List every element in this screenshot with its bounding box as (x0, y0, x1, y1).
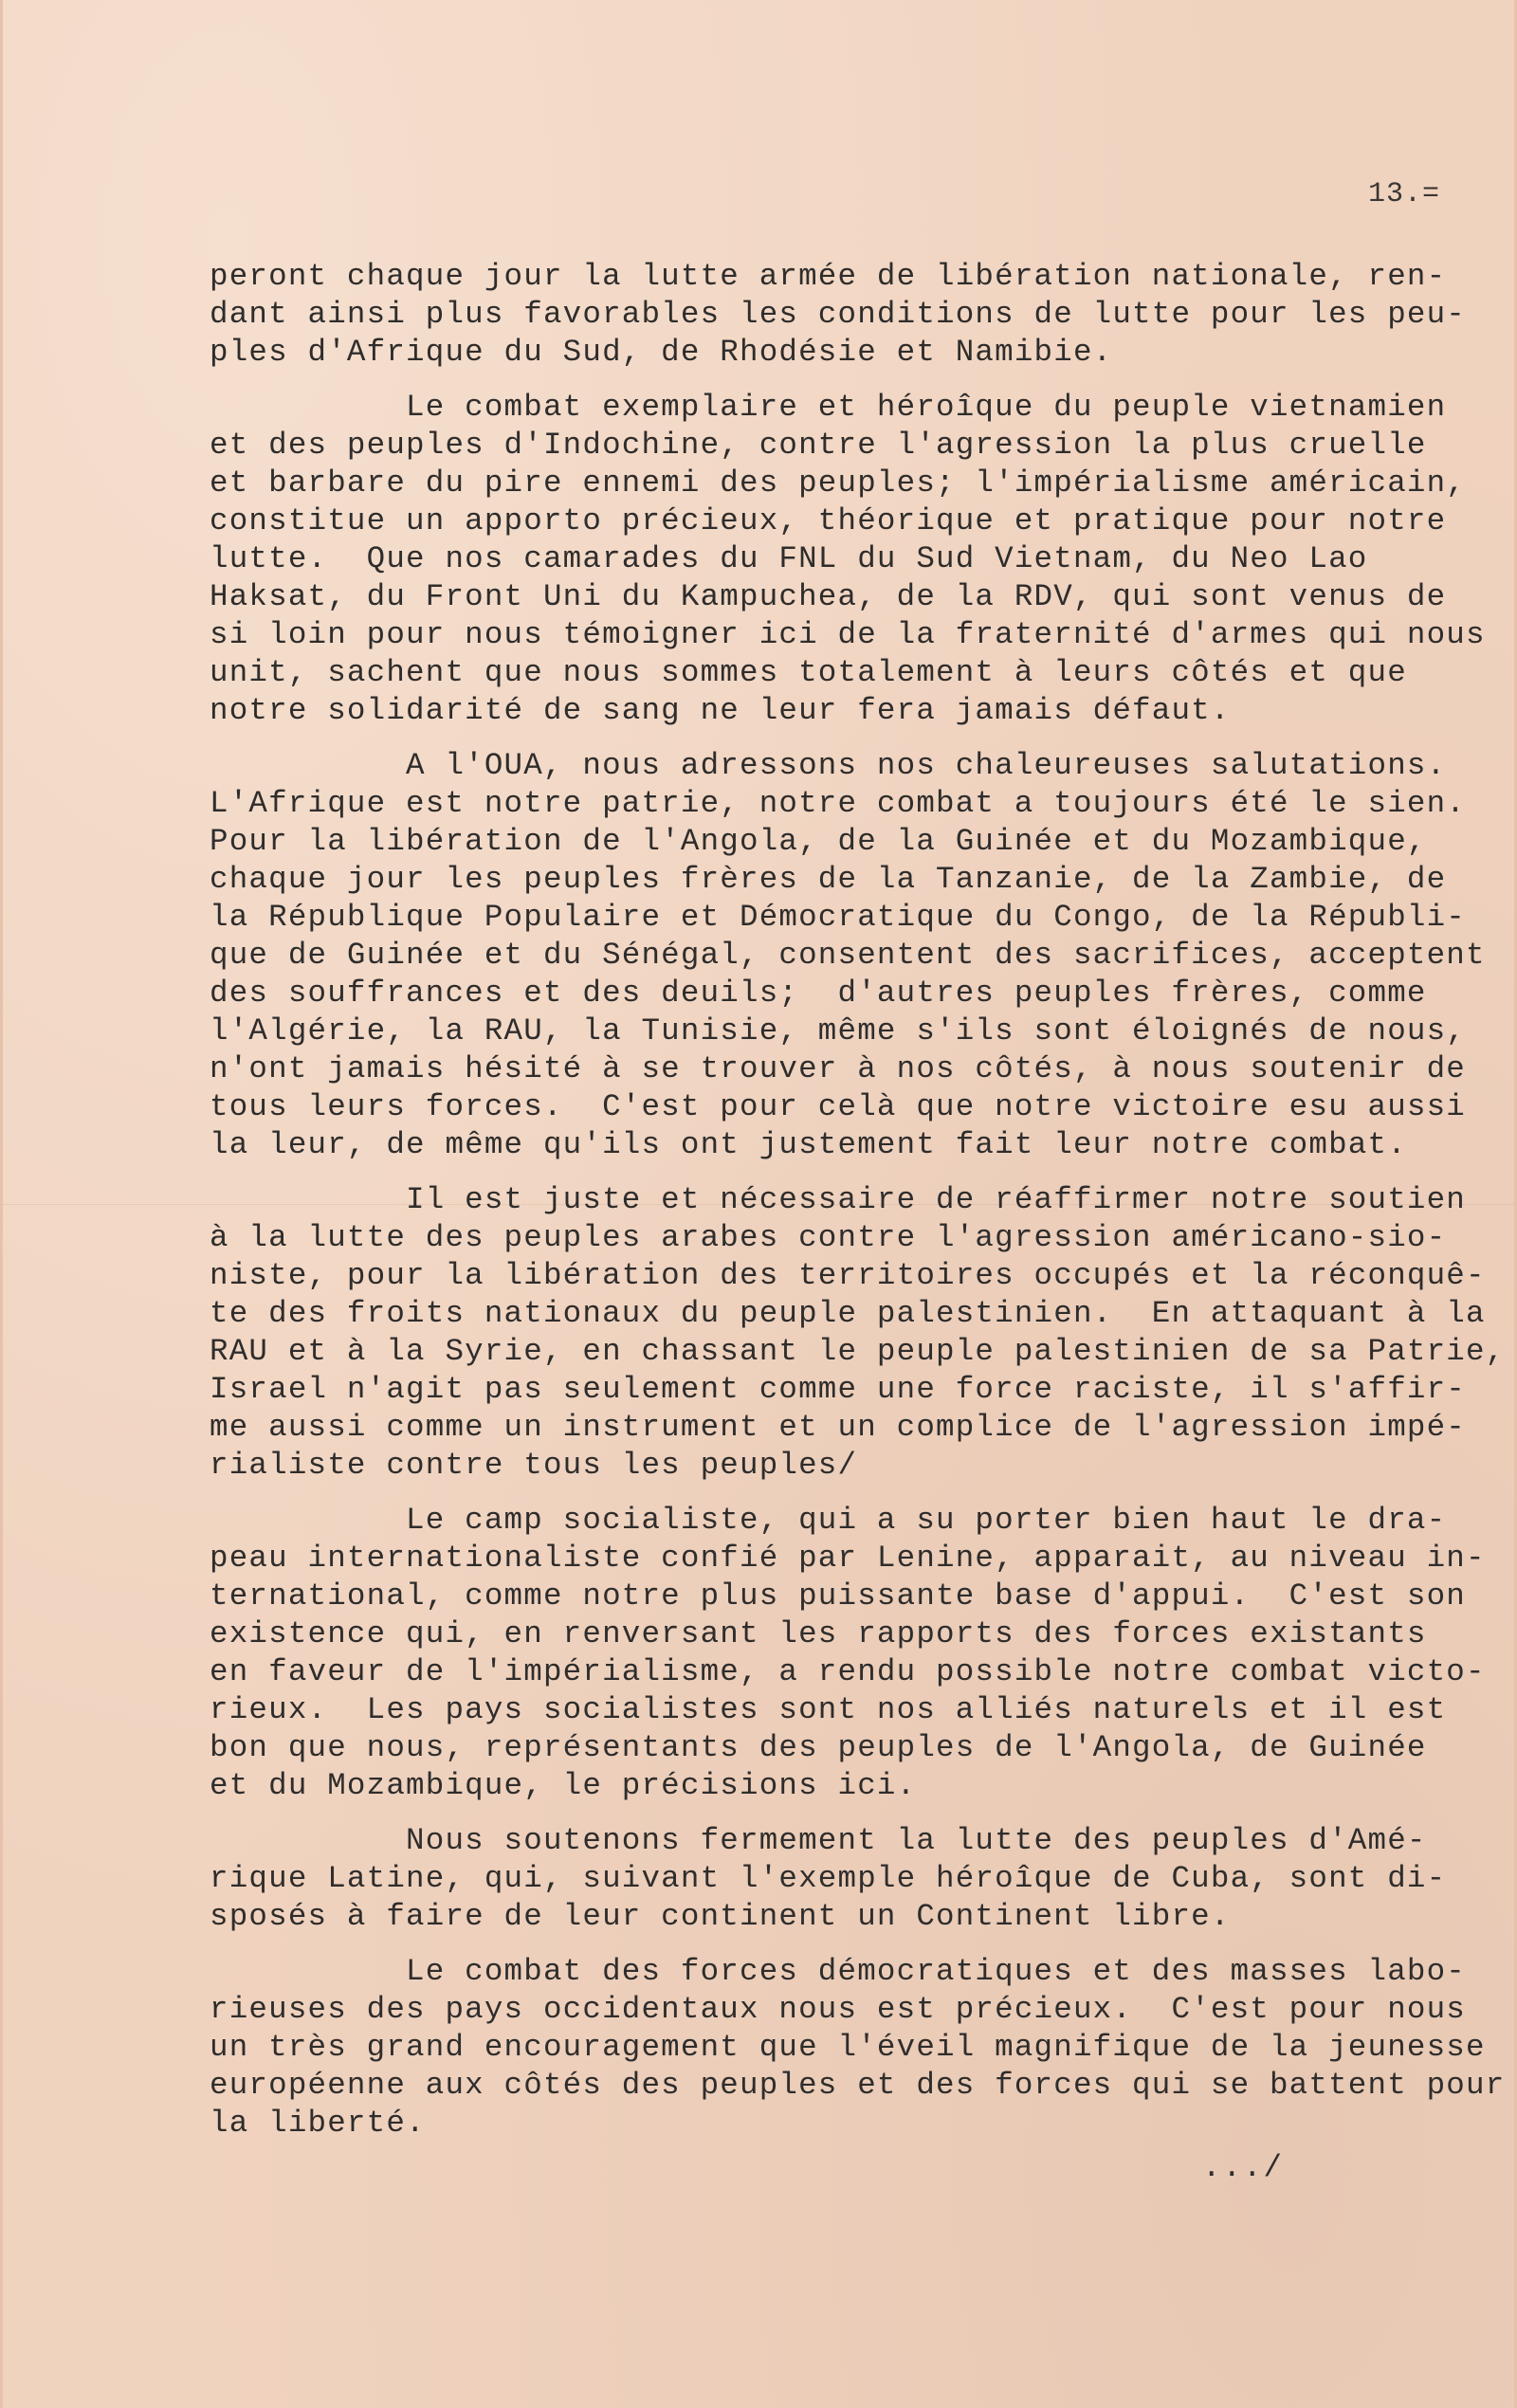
text-line: chaque jour les peuples frères de la Tanzanie, de la Zambie, de (210, 862, 1447, 897)
text-line: et du Mozambique, le précisions ici. (210, 1768, 917, 1803)
body-text (210, 258, 1506, 2160)
text-line: Il est juste et nécessaire de réaffirmer notre soutien (210, 1182, 1467, 1217)
paragraph (210, 258, 1480, 372)
text-line: Haksat, du Front Uni du Kampuchea, de la RDV, qui sont venus de (210, 579, 1447, 614)
text-line: sposés à faire de leur continent un Continent libre. (210, 1899, 1231, 1934)
text-line: Israel n'agit pas seulement comme une force raciste, il s'affir- (210, 1372, 1467, 1407)
paragraph (210, 1502, 1486, 1805)
paragraph (210, 389, 1486, 730)
text-line: notre solidarité de sang ne leur fera jamais défaut. (210, 693, 1231, 728)
text-line: peront chaque jour la lutte armée de libération nationale, ren- (210, 259, 1447, 294)
paragraph (210, 747, 1486, 1164)
text-line: et barbare du pire ennemi des peuples; l'impérialisme américain, (210, 465, 1467, 501)
text-line: l'Algérie, la RAU, la Tunisie, même s'ils sont éloignés de nous, (210, 1013, 1467, 1049)
text-line: et des peuples d'Indochine, contre l'agression la plus cruelle (210, 428, 1427, 463)
text-line: Le combat des forces démocratiques et des masses labo- (210, 1954, 1467, 1989)
text-line: rialiste contre tous les peuples/ (210, 1448, 858, 1483)
paragraph (210, 1953, 1506, 2143)
text-line: si loin pour nous témoigner ici de la fraternité d'armes qui nous (210, 617, 1486, 652)
text-line: ples d'Afrique du Sud, de Rhodésie et Namibie. (210, 335, 1113, 370)
text-line: Pour la libération de l'Angola, de la Guinée et du Mozambique, (210, 824, 1427, 859)
text-line: A l'OUA, nous adressons nos chaleureuses salutations. (210, 748, 1447, 783)
text-line: un très grand encouragement que l'éveil magnifique de la jeunesse (210, 2030, 1486, 2065)
paragraph (210, 1181, 1506, 1485)
text-line: peau internationaliste confié par Lenine, apparait, au niveau in- (210, 1541, 1486, 1576)
continuation-mark: .../ (1202, 2150, 1285, 2185)
text-line: lutte. Que nos camarades du FNL du Sud Vietnam, du Neo Lao (210, 541, 1368, 576)
text-line: rieux. Les pays socialistes sont nos alliés naturels et il est (210, 1692, 1447, 1727)
text-line: la leur, de même qu'ils ont justement fait leur notre combat. (210, 1127, 1407, 1162)
text-line: ternational, comme notre plus puissante base d'appui. C'est son (210, 1578, 1467, 1614)
text-line: européenne aux côtés des peuples et des forces qui se battent pour (210, 2068, 1506, 2103)
text-line: n'ont jamais hésité à se trouver à nos côtés, à nous soutenir de (210, 1051, 1467, 1086)
text-line: unit, sachent que nous sommes totalement à leurs côtés et que (210, 655, 1407, 690)
text-line: la République Populaire et Démocratique du Congo, de la Républi- (210, 900, 1467, 935)
text-line: tous leurs forces. C'est pour celà que notre victoire esu aussi (210, 1089, 1467, 1124)
text-line: rique Latine, qui, suivant l'exemple héroîque de Cuba, sont di- (210, 1861, 1447, 1896)
text-line: RAU et à la Syrie, en chassant le peuple palestinien de sa Patrie, (210, 1334, 1506, 1369)
text-line: à la lutte des peuples arabes contre l'agression américano-sio- (210, 1220, 1447, 1255)
text-line: la liberté. (210, 2106, 426, 2141)
text-line: Le camp socialiste, qui a su porter bien haut le dra- (210, 1503, 1447, 1538)
text-line: dant ainsi plus favorables les conditions de lutte pour les peu- (210, 297, 1467, 332)
text-line: rieuses des pays occidentaux nous est précieux. C'est pour nous (210, 1992, 1467, 2027)
text-line: L'Afrique est notre patrie, notre combat a toujours été le sien. (210, 786, 1467, 821)
text-line: Le combat exemplaire et héroîque du peuple vietnamien (210, 390, 1447, 425)
paragraph (210, 1822, 1480, 1936)
text-line: bon que nous, représentants des peuples de l'Angola, de Guinée (210, 1730, 1427, 1765)
text-line: constitue un apporto précieux, théorique et pratique pour notre (210, 503, 1447, 538)
text-line: Nous soutenons fermement la lutte des peuples d'Amé- (210, 1823, 1427, 1858)
text-line: te des froits nationaux du peuple palestinien. En attaquant à la (210, 1296, 1486, 1331)
page-number: 13.= (1368, 178, 1441, 210)
text-line: existence qui, en renversant les rapports des forces existants (210, 1616, 1427, 1651)
text-line: des souffrances et des deuils; d'autres peuples frères, comme (210, 976, 1427, 1011)
text-line: que de Guinée et du Sénégal, consentent des sacrifices, acceptent (210, 938, 1486, 973)
text-line: en faveur de l'impérialisme, a rendu possible notre combat victo- (210, 1654, 1486, 1689)
text-line: niste, pour la libération des territoires occupés et la réconquê- (210, 1258, 1486, 1293)
text-line: me aussi comme un instrument et un complice de l'agression impé- (210, 1410, 1467, 1445)
